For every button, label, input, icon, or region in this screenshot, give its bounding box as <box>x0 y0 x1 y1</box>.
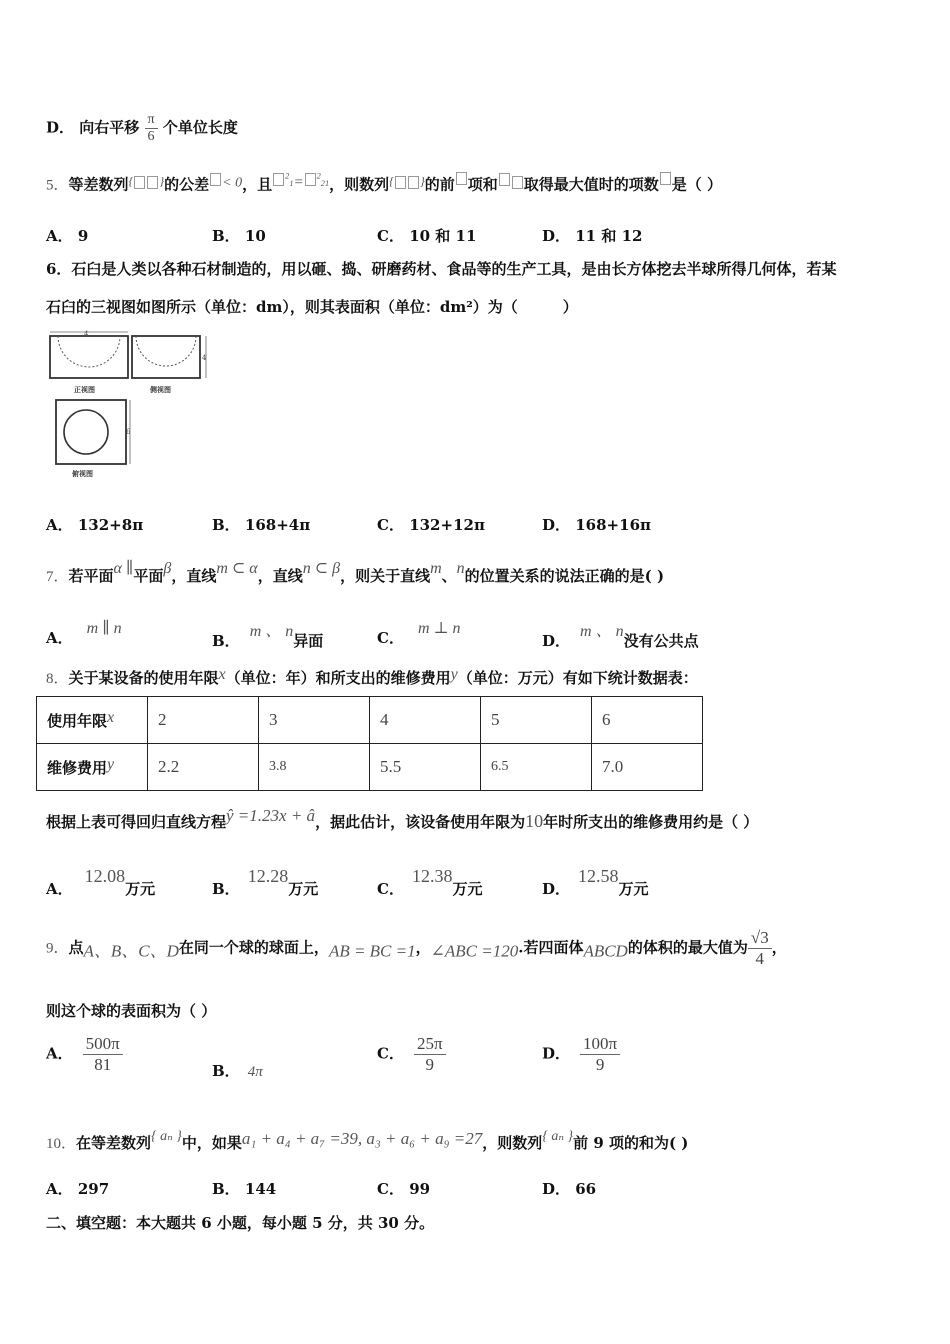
table-header: 使用年限x <box>37 697 148 744</box>
dimension-label: 4 <box>84 330 89 338</box>
q5-option-b: B． 10 <box>212 227 266 245</box>
section-heading: 二、填空题：本大题共 6 小题，每小题 5 分，共 30 分。 <box>46 1214 435 1232</box>
fraction: $\frac{√3}{4}$ <box>748 928 772 969</box>
question-6-line2: 石臼的三视图如图所示（单位：dm），则其表面积（单位：dm²）为（ ） <box>46 298 578 316</box>
q6-option-d: D． 168+16π <box>542 516 651 534</box>
q9-option-b: B． 4π <box>212 1062 263 1080</box>
q7-option-c: C．m ⊥ n <box>377 620 461 647</box>
q10-option-b: B． 144 <box>212 1180 277 1198</box>
fraction: $\frac{\pi}{6}$ <box>145 112 158 145</box>
q7-option-a: A．m ∥ n <box>46 620 122 647</box>
q6-option-b: B． 168+4π <box>212 516 311 534</box>
table-row <box>37 744 703 791</box>
question-10: 10．在等差数列{ aₙ }中，如果a₁ + a₄ + a₇ =39, a₃ + a₆ + a₉ =27，则数列{ aₙ }前 9 项的和为( ) <box>46 1129 689 1152</box>
q6-option-a: A． 132+8π <box>46 516 144 534</box>
q6-option-c: C． 132+12π <box>377 516 485 534</box>
table-cell: 2 <box>148 697 259 744</box>
q9-option-c: C． $\frac{25\pi}{9}$ <box>377 1034 446 1075</box>
question-6-line1: 6．石臼是人类以各种石材制造的，用以砸、捣、研磨药材、食品等的生产工具，是由长方体挖去半球所得几何体，若某 <box>46 260 837 278</box>
q4-option-d <box>46 112 238 145</box>
q7-option-d: D．m 、 n没有公共点 <box>542 623 699 650</box>
q10-option-d: D． 66 <box>542 1180 597 1198</box>
q9-option-a: A． $\frac{500\pi}{81}$ <box>46 1034 123 1075</box>
data-table <box>36 696 703 791</box>
q5-option-d: D． 11 和 12 <box>542 227 643 245</box>
q8-option-d: D．12.58万元 <box>542 866 649 898</box>
table-row <box>37 697 703 744</box>
question-7: 7．若平面α ∥平面β，直线m ⊂ α，直线n ⊂ β，则关于直线m、n的位置关系的说法正确的是( ) <box>46 560 665 585</box>
table-cell: 6.5 <box>481 744 592 791</box>
q5-option-a: A． 9 <box>46 227 89 245</box>
question-9-line2: 则这个球的表面积为（ ） <box>46 1002 217 1020</box>
table-cell: 2.2 <box>148 744 259 791</box>
option-label: D． <box>46 118 75 137</box>
dimension-label: 6 <box>126 428 131 436</box>
q8-option-c: C．12.38万元 <box>377 866 483 898</box>
table-cell: 7.0 <box>592 744 703 791</box>
question-5: 5．等差数列{ }的公差 < 0，且 $^{^2_1}$= $^{^2_{21}}$，则数列{ }的前 项和 取得最大值时的项数 是（ ） <box>46 172 723 194</box>
table-cell: 5 <box>481 697 592 744</box>
q9-option-d: D． $\frac{100\pi}{9}$ <box>542 1034 620 1075</box>
q8-option-a: A．12.08万元 <box>46 866 156 898</box>
table-cell: 3 <box>259 697 370 744</box>
q5-option-c: C． 10 和 11 <box>377 227 477 245</box>
q10-option-a: A． 297 <box>46 1180 110 1198</box>
dimension-label: 4 <box>202 354 207 362</box>
q7-option-b: B．m 、 n异面 <box>212 623 324 650</box>
top-view-label: 俯视图 <box>72 469 93 478</box>
table-cell: 5.5 <box>370 744 481 791</box>
three-view-figure <box>44 326 219 481</box>
question-8-regression: 根据上表可得回归直线方程ŷ =1.23x + â，据此估计，该设备使用年限为10年时所支出的维修费用约是（ ） <box>46 806 759 831</box>
table-cell: 6 <box>592 697 703 744</box>
side-view-label: 侧视图 <box>150 385 171 394</box>
q10-option-c: C． 99 <box>377 1180 431 1198</box>
table-cell: 3.8 <box>259 744 370 791</box>
table-cell: 4 <box>370 697 481 744</box>
question-8: 8．关于某设备的使用年限x（单位：年）和所支出的维修费用y（单位：万元）有如下统计数据表： <box>46 666 698 687</box>
table-header: 维修费用y <box>37 744 148 791</box>
front-view-label: 正视图 <box>74 385 95 394</box>
question-9: 9．点A、B、C、D在同一个球的球面上，AB = BC =1，∠ABC =120.若四面体ABCD的体积的最大值为 $\frac{√3}{4}$ ， <box>46 928 787 968</box>
q8-option-b: B．12.28万元 <box>212 866 319 898</box>
option-text: 向右平移 <box>79 118 140 137</box>
option-text: 个单位长度 <box>162 118 238 137</box>
